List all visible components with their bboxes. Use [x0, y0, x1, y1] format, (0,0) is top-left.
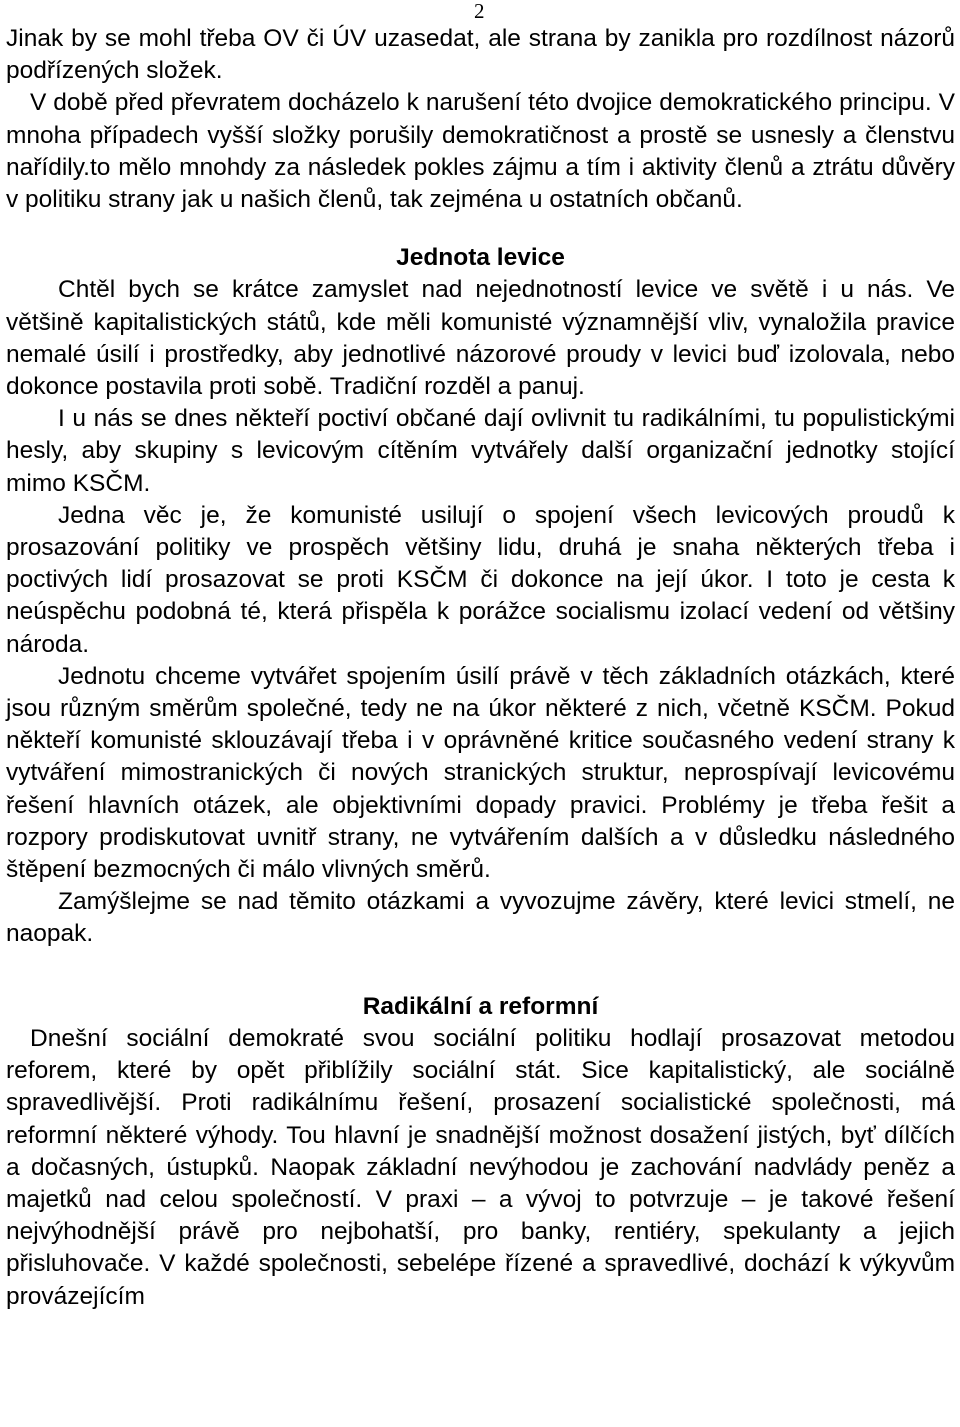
paragraph-jednota-2: I u nás se dnes někteří poctiví občané dají ovlivnit tu radikálními, tu populistickými hesly, aby skupiny s levicovým cítěním vytvářely další organizační jednotky stojící mimo KSČM. [6, 405, 955, 497]
paragraph-jednota-1: Chtěl bych se krátce zamyslet nad nejednotností levice ve světě i u nás. Ve většině kapitalistických států, kde měli komunisté významnější vliv, vynaložila pravice nemalé úsilí i prostředky, aby jednotlivé názorové proudy v levici buď izolovala, nebo dokonce postavila proti sobě. Tradiční rozděl a panuj. [6, 276, 955, 401]
paragraph-intro-2: V době před převratem docházelo k narušení této dvojice demokratického principu. V mnoha případech vyšší složky porušily demokratičnost a prostě se usnesly a členstvu nařídily.to mělo mnohdy za následek pokles zájmu a tím i aktivity členů a ztrátu důvěry v politiku strany jak u našich členů, tak zejména u ostatních občanů. [6, 89, 955, 214]
page-number: 2 [474, 0, 485, 23]
paragraph-jednota-3: Jedna věc je, že komunisté usilují o spojení všech levicových proudů k prosazování politiky ve prospěch většiny lidu, druhá je snaha některých třeba i poctivých lidí prosazovat se proti KSČM či dokonce na její úkor. I toto je cesta k neúspěchu podobná té, která přispěla k porážce socialismu izolací vedení od většiny národa. [6, 501, 955, 658]
heading-radikalni-a-reformni: Radikální a reformní [362, 992, 599, 1020]
paragraph-intro-1: Jinak by se mohl třeba OV či ÚV uzasedat, ale strana by zanikla pro rozdílnost názorů podřízených složek. [6, 25, 955, 85]
paragraph-radikalni-1: Dnešní sociální demokraté svou sociální politiku hodlají prosazovat metodou reforem, které by opět přiblížily sociální stát. Sice kapitalistický, ale sociálně spravedlivější. Proti radikálnímu řešení, prosazení socialistické společnosti, má reformní některé výhody. Tou hlavní je snadnější možnost dosažení jistých, byť dílčích a dočasných, ústupků. Naopak základní nevýhodou je zachování nadvlády peněz a majetků nad celou společností. V praxi – a vývoj to potvrzuje – je takové řešení nejvýhodnější právě pro nejbohatší, pro banky, rentiéry, spekulanty a jejich přisluhovače. V každé společnosti, sebelépe řízené a spravedlivé, dochází k výkyvům provázejícím [6, 1024, 955, 1310]
document-body [6, 23, 955, 1313]
paragraph-jednota-5: Zamýšlejme se nad těmito otázkami a vyvozujme závěry, které levici stmelí, ne naopak. [6, 888, 955, 948]
section-spacer [6, 216, 955, 242]
section-spacer [6, 951, 955, 991]
paragraph-jednota-4: Jednotu chceme vytvářet spojením úsilí právě v těch základních otázkách, které jsou různým směrům společné, tedy ne na úkor některé z nich, včetně KSČM. Pokud někteří komunisté sklouzávají třeba i v oprávněné kritice současného vedení strany k vytváření mimostranických či nových stranických struktur, neprospívají levicovému řešení hlavních otázek, ale objektivními dopady pravici. Problémy je třeba řešit a rozpory prodiskutovat uvnitř strany, ne vytvářením dalších a v důsledku následného štěpení bezmocných či málo vlivných směrů. [6, 662, 955, 884]
heading-jednota-levice: Jednota levice [396, 244, 565, 272]
